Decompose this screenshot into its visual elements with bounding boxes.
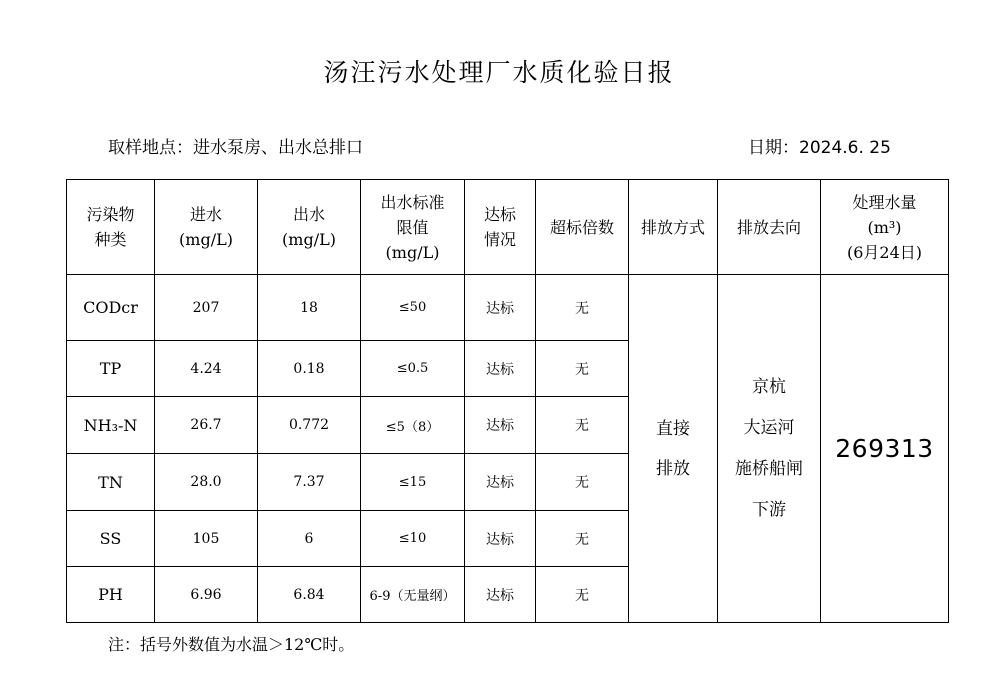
sampling-location: 取样地点：进水泵房、出水总排口 — [108, 138, 363, 158]
param-name: TN — [67, 454, 155, 511]
exceed-multiple: 无 — [536, 275, 629, 341]
compliance-status: 达标 — [465, 511, 536, 567]
header-standard: 出水标准 限值 (mg/L) — [361, 180, 465, 275]
influent-value: 4.24 — [155, 341, 258, 397]
header-discharge-to: 排放去向 — [718, 180, 821, 275]
standard-limit: ≤10 — [361, 511, 465, 567]
treated-volume-value: 269313 — [821, 275, 949, 623]
effluent-value: 6.84 — [258, 567, 361, 623]
influent-value: 6.96 — [155, 567, 258, 623]
footnote: 注：括号外数值为水温＞12℃时。 — [108, 635, 355, 654]
header-discharge-method: 排放方式 — [629, 180, 718, 275]
influent-value: 28.0 — [155, 454, 258, 511]
compliance-status: 达标 — [465, 454, 536, 511]
exceed-multiple: 无 — [536, 341, 629, 397]
influent-value: 105 — [155, 511, 258, 567]
exceed-multiple: 无 — [536, 567, 629, 623]
exceed-multiple: 无 — [536, 511, 629, 567]
effluent-value: 18 — [258, 275, 361, 341]
param-name: SS — [67, 511, 155, 567]
standard-limit: ≤0.5 — [361, 341, 465, 397]
exceed-multiple: 无 — [536, 454, 629, 511]
standard-limit: 6-9（无量纲） — [361, 567, 465, 623]
param-name: PH — [67, 567, 155, 623]
header-pollutant: 污染物 种类 — [67, 180, 155, 275]
standard-limit: ≤15 — [361, 454, 465, 511]
compliance-status: 达标 — [465, 275, 536, 341]
effluent-value: 0.772 — [258, 397, 361, 454]
param-name: TP — [67, 341, 155, 397]
header-exceed: 超标倍数 — [536, 180, 629, 275]
header-volume: 处理水量 (m³) (6月24日) — [821, 180, 949, 275]
standard-limit: ≤5（8） — [361, 397, 465, 454]
influent-value: 26.7 — [155, 397, 258, 454]
report-date: 日期：2024.6. 25 — [748, 138, 891, 158]
effluent-value: 7.37 — [258, 454, 361, 511]
param-name: CODcr — [67, 275, 155, 341]
header-compliance: 达标 情况 — [465, 180, 536, 275]
effluent-value: 0.18 — [258, 341, 361, 397]
table-header-row — [67, 180, 949, 275]
compliance-status: 达标 — [465, 397, 536, 454]
table-row — [67, 275, 949, 341]
report-title: 汤汪污水处理厂水质化验日报 — [323, 58, 675, 87]
standard-limit: ≤50 — [361, 275, 465, 341]
compliance-status: 达标 — [465, 341, 536, 397]
discharge-destination-cell: 京杭 大运河 施桥船闸 下游 — [718, 275, 821, 623]
header-effluent: 出水 (mg/L) — [258, 180, 361, 275]
effluent-value: 6 — [258, 511, 361, 567]
water-quality-table — [66, 179, 949, 623]
discharge-method-cell: 直接 排放 — [629, 275, 718, 623]
exceed-multiple: 无 — [536, 397, 629, 454]
param-name: NH₃-N — [67, 397, 155, 454]
influent-value: 207 — [155, 275, 258, 341]
header-influent: 进水 (mg/L) — [155, 180, 258, 275]
compliance-status: 达标 — [465, 567, 536, 623]
